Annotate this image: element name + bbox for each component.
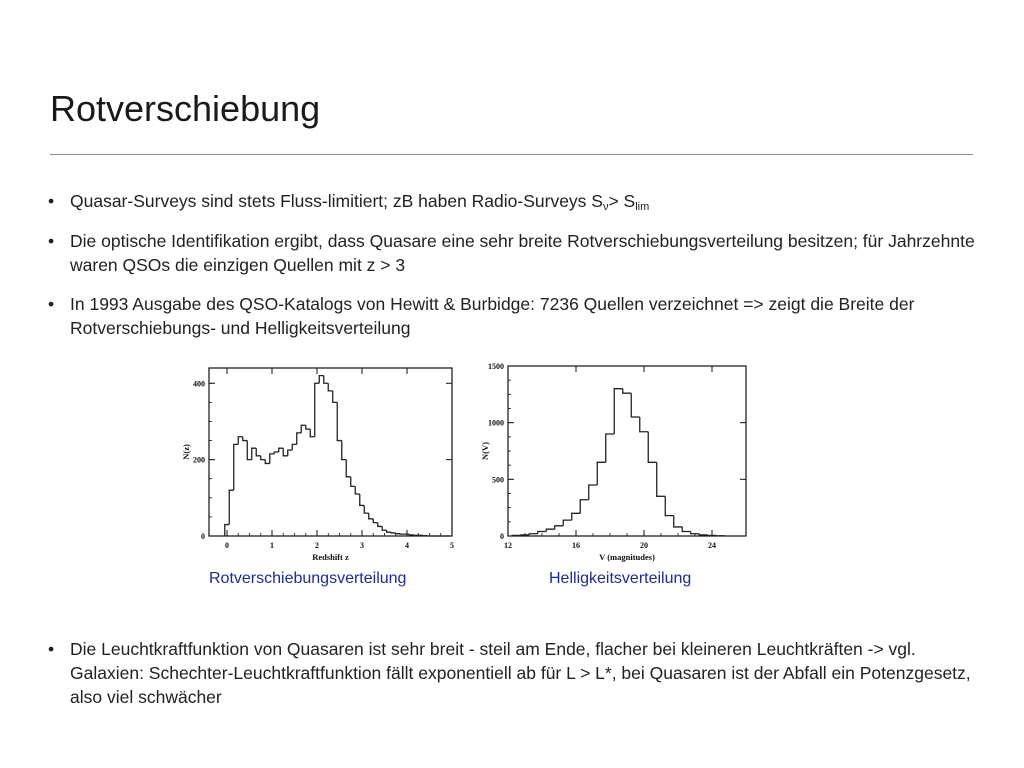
x-tick-label: 1 <box>270 541 274 550</box>
histogram-bin <box>243 437 248 441</box>
histogram-bin <box>682 527 691 532</box>
bullet-marker: • <box>48 231 55 251</box>
x-tick-label: 16 <box>572 541 580 550</box>
histogram-bin <box>247 441 252 460</box>
bullet-qso-catalog <box>48 292 978 340</box>
y-tick-label: 0 <box>201 532 205 541</box>
histogram-bin <box>279 448 284 452</box>
histogram-bin <box>597 462 606 485</box>
redshift-caption: Rotverschiebungsverteilung <box>209 570 407 587</box>
bullet-flux-limited <box>48 189 978 219</box>
histogram-bin <box>315 383 320 436</box>
histogram-bin <box>310 429 315 437</box>
slide-title: Rotverschiebung <box>50 88 321 129</box>
magnitude-histogram-svg <box>466 356 751 571</box>
histogram-bin <box>409 534 414 535</box>
x-tick-label: 12 <box>504 541 512 550</box>
magnitude-histogram <box>466 356 751 571</box>
y-tick-label: 1000 <box>488 418 504 428</box>
histogram-bin <box>572 513 581 520</box>
histogram-bin <box>324 376 329 384</box>
histogram-bin <box>580 500 589 514</box>
y-tick-label: 200 <box>193 455 205 465</box>
histogram-bin <box>319 376 324 384</box>
histogram-bin <box>252 448 257 459</box>
bullet-text-main: Quasar-Surveys sind stets Fluss-limitiert; zB haben Radio-Surveys S <box>70 191 603 211</box>
bullet-luminosity-function <box>48 637 978 709</box>
magnitude-caption: Helligkeitsverteilung <box>549 570 692 587</box>
x-tick-label: 2 <box>315 541 319 550</box>
histogram-bin <box>360 494 365 505</box>
histogram-bin <box>234 444 239 490</box>
y-tick-label: 0 <box>500 532 504 541</box>
histogram-bin <box>623 389 632 394</box>
histogram-bin <box>274 452 279 454</box>
histogram-bin <box>306 425 311 429</box>
redshift-histogram <box>167 360 461 571</box>
x-axis-label: V (magnitudes) <box>599 552 655 562</box>
histogram-bin <box>333 391 338 402</box>
plot-frame <box>209 368 452 536</box>
y-axis-label: N(z) <box>181 444 191 460</box>
histogram-bin <box>346 460 351 477</box>
histogram-bin <box>391 532 396 533</box>
bullet-marker: • <box>48 639 55 659</box>
bullet-text-compare: > S <box>608 191 636 211</box>
histogram-bin <box>546 529 555 531</box>
bullet-text <box>70 189 978 219</box>
histogram-bin <box>529 534 538 535</box>
x-tick-label: 20 <box>640 541 648 550</box>
histogram-bin <box>691 531 700 533</box>
histogram-bin <box>288 450 293 456</box>
histogram-bin <box>555 526 564 529</box>
bullet-text: In 1993 Ausgabe des QSO-Katalogs von Hewitt & Burbidge: 7236 Quellen verzeichnet => zeigt die Breite der Rotverschiebungs- und Helligkeitsverteilung <box>70 294 915 338</box>
histogram-bin <box>373 519 378 523</box>
histogram-series <box>225 376 450 536</box>
histogram-bin <box>355 486 360 494</box>
histogram-bin <box>292 444 297 450</box>
y-axis-label: N(V) <box>480 442 490 460</box>
histogram-bin <box>521 535 530 536</box>
bullet-marker: • <box>48 294 55 314</box>
histogram-bin <box>606 434 615 462</box>
histogram-bin <box>229 490 234 524</box>
histogram-bin <box>301 425 306 433</box>
histogram-bin <box>396 533 401 534</box>
histogram-bin <box>261 456 266 460</box>
histogram-bin <box>699 534 708 535</box>
x-tick-label: 24 <box>708 541 716 550</box>
histogram-bin <box>382 526 387 530</box>
histogram-bin <box>657 462 666 496</box>
histogram-bin <box>369 513 374 519</box>
histogram-bin <box>364 505 369 513</box>
histogram-bin <box>665 496 674 515</box>
bullet-text: Die Leuchtkraftfunktion von Quasaren ist sehr breit - steil am Ende, flacher bei kleineren Leuchtkräften -> vgl. Galaxien: Schechter-Leuchtkraftfunktion fällt exponentiell ab für L > L*, bei Quasaren ist der Abfall ein Potenzgesetz, also viel schwächer <box>70 639 971 707</box>
x-tick-label: 3 <box>360 541 364 550</box>
histogram-bin <box>378 523 383 527</box>
plot-frame <box>508 366 746 536</box>
histogram-bin <box>342 441 347 460</box>
y-tick-label: 400 <box>193 379 205 389</box>
histogram-bin <box>238 437 243 445</box>
histogram-bin <box>674 516 683 527</box>
histogram-bin <box>648 432 657 463</box>
histogram-bin <box>631 393 640 417</box>
histogram-bin <box>614 389 623 434</box>
bullet-marker: • <box>48 191 55 211</box>
y-tick-label: 500 <box>492 475 504 485</box>
histogram-bin <box>589 485 598 500</box>
histogram-bin <box>708 535 717 536</box>
bullet-text: Die optische Identifikation ergibt, dass Quasare eine sehr breite Rotverschiebungsverteilung besitzen; für Jahrzehnte waren QSOs die einzigen Quellen mit z > 3 <box>70 231 975 275</box>
x-tick-label: 0 <box>225 541 229 550</box>
redshift-histogram-svg <box>167 360 461 571</box>
histogram-bin <box>270 454 275 464</box>
flux-subscript-nu: ν <box>602 201 609 213</box>
x-tick-label: 5 <box>450 541 454 550</box>
histogram-bin <box>265 460 270 464</box>
histogram-bin <box>256 448 261 456</box>
title-divider <box>50 154 973 155</box>
histogram-bin <box>387 530 392 532</box>
histogram-bin <box>328 383 333 391</box>
histogram-bin <box>351 477 356 487</box>
histogram-bin <box>297 433 302 444</box>
histogram-bin <box>512 535 521 536</box>
histogram-bin <box>283 448 288 456</box>
histogram-bin <box>640 417 649 432</box>
histogram-bin <box>337 402 342 440</box>
histogram-bin <box>563 520 572 526</box>
y-tick-label: 1500 <box>488 362 504 371</box>
histogram-series <box>512 389 725 536</box>
x-axis-label: Redshift z <box>312 552 349 562</box>
bullet-optical-identification <box>48 229 978 277</box>
flux-subscript-lim: lim <box>635 201 650 213</box>
x-tick-label: 4 <box>405 541 409 550</box>
